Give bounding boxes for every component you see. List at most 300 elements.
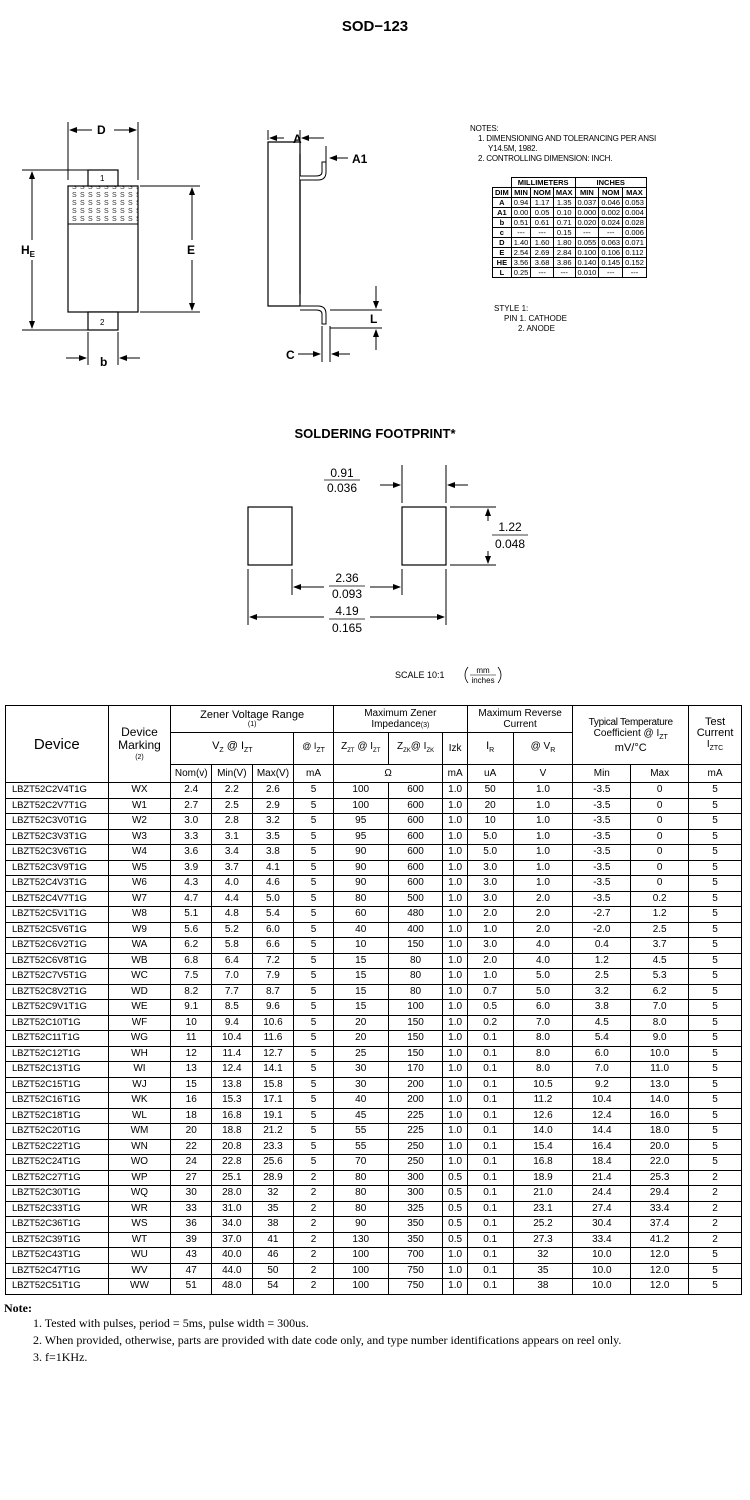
value-cell: 5.4 <box>573 1031 631 1047</box>
value-cell: 5 <box>294 783 334 799</box>
value-cell: 0.1 <box>467 1170 513 1186</box>
device-cell: LBZT52C16T1G <box>6 1093 109 1109</box>
value-cell: 0.5 <box>443 1186 467 1202</box>
value-cell: 0.1 <box>467 1186 513 1202</box>
value-cell: -3.5 <box>573 798 631 814</box>
value-cell: 27.4 <box>573 1201 631 1217</box>
value-cell: 5 <box>689 1263 742 1279</box>
value-cell: 5 <box>294 845 334 861</box>
value-cell: 5 <box>689 876 742 892</box>
value-cell: 300 <box>388 1186 443 1202</box>
marking-cell: WS <box>108 1217 171 1233</box>
value-cell: 3.8 <box>252 845 294 861</box>
value-cell: 15.8 <box>252 1077 294 1093</box>
value-cell: 6.4 <box>212 953 253 969</box>
dim-122-mm: 1.22 <box>498 520 522 534</box>
value-cell: 4.0 <box>513 953 573 969</box>
value-cell: 28.9 <box>252 1170 294 1186</box>
value-cell: 5 <box>294 1077 334 1093</box>
value-cell: 43 <box>171 1248 212 1264</box>
value-cell: 29.4 <box>631 1186 689 1202</box>
value-cell: 16.0 <box>631 1108 689 1124</box>
value-cell: 400 <box>388 922 443 938</box>
value-cell: 7.7 <box>212 984 253 1000</box>
value-cell: 10.5 <box>513 1077 573 1093</box>
value-cell: 38 <box>252 1217 294 1233</box>
dim-value-cell: --- <box>623 268 647 278</box>
value-cell: 0.1 <box>467 1248 513 1264</box>
table-row <box>6 1248 742 1264</box>
value-cell: 34.0 <box>212 1217 253 1233</box>
device-cell: LBZT52C10T1G <box>6 1015 109 1031</box>
dim-value-cell: 0.15 <box>553 228 575 238</box>
value-cell: 7.0 <box>212 969 253 985</box>
value-cell: 5.0 <box>513 984 573 1000</box>
value-cell: 21.4 <box>573 1170 631 1186</box>
value-cell: 5 <box>294 1000 334 1016</box>
dim-row <box>493 198 647 208</box>
table-row <box>6 1263 742 1279</box>
table-row <box>6 860 742 876</box>
value-cell: 30 <box>333 1077 388 1093</box>
dim-value-cell: 3.56 <box>511 258 531 268</box>
dim-HE-label: $H_E$ <box>21 243 36 259</box>
value-cell: 600 <box>388 798 443 814</box>
value-cell: 750 <box>388 1263 443 1279</box>
value-cell: 2 <box>294 1217 334 1233</box>
value-cell: 1.0 <box>443 783 467 799</box>
value-cell: 5.0 <box>467 845 513 861</box>
dim-value-cell: 0.071 <box>623 238 647 248</box>
value-cell: 15.4 <box>513 1139 573 1155</box>
value-cell: 12 <box>171 1046 212 1062</box>
dim-value-cell: 0.71 <box>553 218 575 228</box>
value-cell: 2 <box>294 1279 334 1295</box>
value-cell: 1.0 <box>513 814 573 830</box>
value-cell: 6.0 <box>573 1046 631 1062</box>
value-cell: 11.2 <box>513 1093 573 1109</box>
value-cell: 5 <box>294 891 334 907</box>
value-cell: 600 <box>388 860 443 876</box>
value-cell: 0 <box>631 845 689 861</box>
marking-cell: W7 <box>108 891 171 907</box>
table-row <box>6 1108 742 1124</box>
footnote-heading: Note: <box>4 1301 32 1315</box>
value-cell: 225 <box>388 1108 443 1124</box>
value-cell: 0 <box>631 860 689 876</box>
value-cell: 2 <box>294 1170 334 1186</box>
dim-name-cell: L <box>493 268 512 278</box>
dim-row <box>493 228 647 238</box>
value-cell: 2.8 <box>212 814 253 830</box>
value-cell: 2 <box>294 1201 334 1217</box>
style-heading: STYLE 1: <box>494 304 529 313</box>
value-cell: 14.0 <box>631 1093 689 1109</box>
value-cell: 3.7 <box>631 938 689 954</box>
marking-cell: WG <box>108 1031 171 1047</box>
side-view-body <box>268 142 300 306</box>
value-cell: 5 <box>294 1031 334 1047</box>
value-cell: 750 <box>388 1279 443 1295</box>
value-cell: 5 <box>689 1062 742 1078</box>
value-cell: 2 <box>689 1217 742 1233</box>
value-cell: 37.4 <box>631 1217 689 1233</box>
value-cell: 325 <box>388 1201 443 1217</box>
value-cell: 1.0 <box>467 922 513 938</box>
value-cell: 1.0 <box>443 1031 467 1047</box>
pin2-label: 2 <box>100 318 105 327</box>
table-row <box>6 1077 742 1093</box>
table-row <box>6 1062 742 1078</box>
value-cell: 23.3 <box>252 1139 294 1155</box>
dim-A1-label: A1 <box>352 152 368 166</box>
value-cell: 39 <box>171 1232 212 1248</box>
dim-091-mm: 0.91 <box>330 466 354 480</box>
dim-419-mm: 4.19 <box>335 604 359 618</box>
header-max-reverse: Maximum Reverse Current <box>467 706 573 733</box>
header-izt: @ $I_{ZT}$ <box>294 733 334 765</box>
value-cell: 1.0 <box>443 814 467 830</box>
value-cell: 3.6 <box>171 845 212 861</box>
dim-name-cell: c <box>493 228 512 238</box>
value-cell: 1.0 <box>443 1263 467 1279</box>
value-cell: -3.5 <box>573 891 631 907</box>
dim-col-header: NOM <box>599 188 623 198</box>
value-cell: 5 <box>294 1155 334 1171</box>
value-cell: 0.1 <box>467 1031 513 1047</box>
value-cell: 2.6 <box>252 783 294 799</box>
value-cell: 90 <box>333 860 388 876</box>
dim-value-cell: 0.00 <box>511 208 531 218</box>
marking-cell: WC <box>108 969 171 985</box>
value-cell: 16.8 <box>212 1108 253 1124</box>
table-row <box>6 1217 742 1233</box>
table-row <box>6 1232 742 1248</box>
value-cell: 55 <box>333 1124 388 1140</box>
dim-row <box>493 268 647 278</box>
value-cell: 5 <box>689 783 742 799</box>
value-cell: 6.2 <box>171 938 212 954</box>
value-cell: 1.0 <box>443 938 467 954</box>
value-cell: 1.0 <box>513 845 573 861</box>
value-cell: 31.0 <box>212 1201 253 1217</box>
value-cell: 1.0 <box>443 845 467 861</box>
value-cell: 5 <box>689 922 742 938</box>
value-cell: 5 <box>689 829 742 845</box>
dim-value-cell: 0.140 <box>575 258 599 268</box>
value-cell: 3.0 <box>467 876 513 892</box>
dim-091-in: 0.036 <box>326 481 358 495</box>
value-cell: 7.0 <box>631 1000 689 1016</box>
value-cell: 0.1 <box>467 1263 513 1279</box>
table-row <box>6 1046 742 1062</box>
value-cell: 80 <box>333 1170 388 1186</box>
left-pad <box>248 507 292 565</box>
note-item: Y14.5M, 1982. <box>488 144 538 153</box>
value-cell: 95 <box>333 829 388 845</box>
value-cell: 51 <box>171 1279 212 1295</box>
value-cell: 350 <box>388 1232 443 1248</box>
table-row <box>6 969 742 985</box>
value-cell: 5 <box>689 1077 742 1093</box>
device-cell: LBZT52C15T1G <box>6 1077 109 1093</box>
value-cell: 5 <box>294 829 334 845</box>
value-cell: 5 <box>689 1015 742 1031</box>
value-cell: 5 <box>294 814 334 830</box>
dim-D-label: D <box>97 123 106 137</box>
value-cell: 5.4 <box>252 907 294 923</box>
value-cell: 8.7 <box>252 984 294 1000</box>
value-cell: 5 <box>689 1000 742 1016</box>
value-cell: 1.0 <box>467 969 513 985</box>
header-zzk: $Z_{ZK}@$ $I_{ZK}$ <box>388 733 443 765</box>
value-cell: 5 <box>294 1108 334 1124</box>
value-cell: 7.5 <box>171 969 212 985</box>
marking-cell: WI <box>108 1062 171 1078</box>
marking-cell: WD <box>108 984 171 1000</box>
value-cell: 16 <box>171 1093 212 1109</box>
dim-value-cell: 2.69 <box>531 248 554 258</box>
marking-cell: W9 <box>108 922 171 938</box>
value-cell: 16.4 <box>573 1139 631 1155</box>
device-cell: LBZT52C22T1G <box>6 1139 109 1155</box>
value-cell: 1.0 <box>443 1155 467 1171</box>
dimension-table <box>492 177 647 278</box>
value-cell: 25.1 <box>212 1170 253 1186</box>
value-cell: 5 <box>689 1124 742 1140</box>
unit-cell: mA <box>443 765 467 783</box>
value-cell: 7.0 <box>573 1062 631 1078</box>
device-cell: LBZT52C39T1G <box>6 1232 109 1248</box>
device-cell: LBZT52C4V7T1G <box>6 891 109 907</box>
value-cell: -2.7 <box>573 907 631 923</box>
value-cell: 0.1 <box>467 1217 513 1233</box>
value-cell: 3.8 <box>573 1000 631 1016</box>
value-cell: 18.0 <box>631 1124 689 1140</box>
dim-value-cell: --- <box>531 228 554 238</box>
value-cell: 45 <box>333 1108 388 1124</box>
value-cell: 10 <box>333 938 388 954</box>
device-cell: LBZT52C43T1G <box>6 1248 109 1264</box>
value-cell: 0.1 <box>467 1046 513 1062</box>
footprint-drawing <box>200 455 540 690</box>
dim-value-cell: 1.17 <box>531 198 554 208</box>
value-cell: 5 <box>689 984 742 1000</box>
value-cell: 5 <box>294 938 334 954</box>
value-cell: 1.0 <box>513 860 573 876</box>
value-cell: 600 <box>388 845 443 861</box>
value-cell: 8.0 <box>513 1062 573 1078</box>
value-cell: 24.4 <box>573 1186 631 1202</box>
device-cell: LBZT52C2V4T1G <box>6 783 109 799</box>
value-cell: 38 <box>513 1279 573 1295</box>
dim-col-header: MIN <box>575 188 599 198</box>
device-cell: LBZT52C2V7T1G <box>6 798 109 814</box>
header-marking: Device Marking (2) <box>108 706 171 783</box>
drawing-notes <box>470 124 656 164</box>
dim-value-cell: 1.60 <box>531 238 554 248</box>
header-zzt: $Z_{ZT}$ @ $I_{ZT}$ <box>333 733 388 765</box>
value-cell: 10 <box>171 1015 212 1031</box>
device-cell: LBZT52C3V6T1G <box>6 845 109 861</box>
value-cell: 5.0 <box>467 829 513 845</box>
device-cell: LBZT52C12T1G <box>6 1046 109 1062</box>
dim-name-cell: b <box>493 218 512 228</box>
device-cell: LBZT52C6V8T1G <box>6 953 109 969</box>
value-cell: 4.7 <box>171 891 212 907</box>
header-izk: Izk <box>443 733 467 765</box>
value-cell: 4.4 <box>212 891 253 907</box>
value-cell: 95 <box>333 814 388 830</box>
value-cell: 8.0 <box>513 1046 573 1062</box>
value-cell: 2.5 <box>573 969 631 985</box>
value-cell: 33 <box>171 1201 212 1217</box>
value-cell: 1.0 <box>443 891 467 907</box>
value-cell: 5 <box>294 798 334 814</box>
device-cell: LBZT52C8V2T1G <box>6 984 109 1000</box>
value-cell: 80 <box>388 984 443 1000</box>
dim-name-cell: A1 <box>493 208 512 218</box>
value-cell: 300 <box>388 1170 443 1186</box>
marking-cell: W2 <box>108 814 171 830</box>
dim-value-cell: 0.053 <box>623 198 647 208</box>
value-cell: 5 <box>689 798 742 814</box>
dim-value-cell: --- <box>599 228 623 238</box>
value-cell: 3.0 <box>467 860 513 876</box>
value-cell: 500 <box>388 891 443 907</box>
value-cell: 32 <box>513 1248 573 1264</box>
value-cell: 5 <box>689 860 742 876</box>
value-cell: 5 <box>689 969 742 985</box>
value-cell: 24 <box>171 1155 212 1171</box>
unit-cell: Min <box>573 765 631 783</box>
value-cell: 0.1 <box>467 1108 513 1124</box>
marking-cell: WJ <box>108 1077 171 1093</box>
dim-col-header: MAX <box>623 188 647 198</box>
value-cell: 33.4 <box>631 1201 689 1217</box>
dim-value-cell: --- <box>531 268 554 278</box>
value-cell: 36 <box>171 1217 212 1233</box>
package-title: SOD−123 <box>341 18 409 35</box>
dim-A-label: A <box>293 132 302 146</box>
dim-col-header: DIM <box>493 188 512 198</box>
value-cell: 10.0 <box>631 1046 689 1062</box>
marking-cell: WF <box>108 1015 171 1031</box>
style-line: PIN 1. CATHODE <box>504 314 567 323</box>
marking-cell: WK <box>108 1093 171 1109</box>
value-cell: 35 <box>513 1263 573 1279</box>
value-cell: 5 <box>689 1155 742 1171</box>
value-cell: 11.0 <box>631 1062 689 1078</box>
value-cell: 2 <box>689 1186 742 1202</box>
value-cell: 10.0 <box>573 1279 631 1295</box>
value-cell: 100 <box>333 783 388 799</box>
table-row <box>6 891 742 907</box>
device-cell: LBZT52C6V2T1G <box>6 938 109 954</box>
value-cell: 60 <box>333 907 388 923</box>
value-cell: 150 <box>388 1046 443 1062</box>
value-cell: 0 <box>631 798 689 814</box>
value-cell: 33.4 <box>573 1232 631 1248</box>
table-row <box>6 876 742 892</box>
value-cell: 5.8 <box>212 938 253 954</box>
value-cell: 0.1 <box>467 1139 513 1155</box>
value-cell: 5 <box>294 1124 334 1140</box>
value-cell: 5 <box>689 953 742 969</box>
dim-value-cell: 1.80 <box>553 238 575 248</box>
value-cell: 50 <box>467 783 513 799</box>
device-cell: LBZT52C3V0T1G <box>6 814 109 830</box>
marking-cell: WW <box>108 1279 171 1295</box>
dim-col-header: MAX <box>553 188 575 198</box>
dim-b-label: b <box>100 355 108 369</box>
marking-cell: W5 <box>108 860 171 876</box>
value-cell: 13.0 <box>631 1077 689 1093</box>
value-cell: 11 <box>171 1031 212 1047</box>
style-line: 2. ANODE <box>518 324 555 333</box>
value-cell: 13 <box>171 1062 212 1078</box>
mm-group-header: MILLIMETERS <box>511 178 575 188</box>
marking-cell: WV <box>108 1263 171 1279</box>
value-cell: 14.1 <box>252 1062 294 1078</box>
value-cell: 1.0 <box>443 1062 467 1078</box>
value-cell: 5.3 <box>631 969 689 985</box>
table-row <box>6 938 742 954</box>
dim-value-cell: 0.024 <box>599 218 623 228</box>
value-cell: 20 <box>333 1031 388 1047</box>
marking-cell: WM <box>108 1124 171 1140</box>
value-cell: 1.0 <box>443 1248 467 1264</box>
value-cell: 5 <box>689 1031 742 1047</box>
value-cell: 1.0 <box>443 1046 467 1062</box>
device-cell: LBZT52C11T1G <box>6 1031 109 1047</box>
marking-cell: W3 <box>108 829 171 845</box>
value-cell: 6.0 <box>513 1000 573 1016</box>
value-cell: 15 <box>333 1000 388 1016</box>
value-cell: 37.0 <box>212 1232 253 1248</box>
value-cell: 4.0 <box>513 938 573 954</box>
dim-E-label: E <box>187 243 196 257</box>
value-cell: -3.5 <box>573 845 631 861</box>
dim-value-cell: 2.84 <box>553 248 575 258</box>
note-item: 1. DIMENSIONING AND TOLERANCING PER ANSI <box>478 134 656 143</box>
dim-value-cell: 0.055 <box>575 238 599 248</box>
value-cell: 46 <box>252 1248 294 1264</box>
value-cell: 6.8 <box>171 953 212 969</box>
value-cell: 350 <box>388 1217 443 1233</box>
value-cell: 9.0 <box>631 1031 689 1047</box>
value-cell: 480 <box>388 907 443 923</box>
value-cell: 4.1 <box>252 860 294 876</box>
value-cell: 5.0 <box>252 891 294 907</box>
dim-row <box>493 248 647 258</box>
value-cell: 4.3 <box>171 876 212 892</box>
value-cell: 5 <box>294 1093 334 1109</box>
scale-mm: mm <box>476 666 490 675</box>
dim-value-cell: 0.046 <box>599 198 623 208</box>
value-cell: 12.4 <box>212 1062 253 1078</box>
unit-cell: Max <box>631 765 689 783</box>
table-row <box>6 984 742 1000</box>
value-cell: 12.6 <box>513 1108 573 1124</box>
value-cell: 4.0 <box>212 876 253 892</box>
dim-value-cell: 0.25 <box>511 268 531 278</box>
value-cell: 1.0 <box>443 798 467 814</box>
value-cell: 1.0 <box>443 860 467 876</box>
value-cell: 20 <box>171 1124 212 1140</box>
value-cell: 100 <box>333 1263 388 1279</box>
device-cell: LBZT52C18T1G <box>6 1108 109 1124</box>
